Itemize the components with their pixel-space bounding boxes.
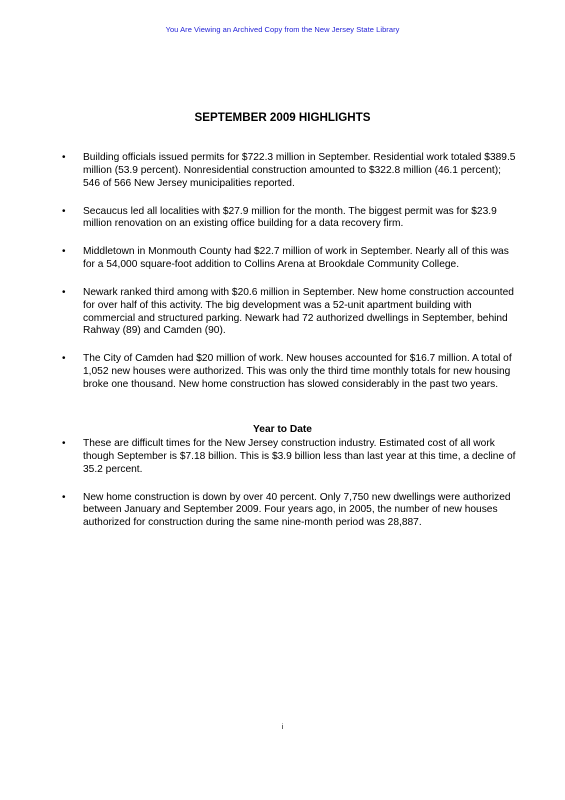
highlight-item — [62, 152, 517, 191]
bullet-icon: • — [62, 205, 66, 217]
highlight-text: Middletown in Monmouth County had $22.7 million of work in September. Nearly all of this was for a 54,000 square-foot addition to Collins Arena at Brookdale Community College. — [83, 246, 509, 271]
year-to-date-text: New home construction is down by over 40 percent. Only 7,750 new dwellings were authorized between January and September 2009. Four years ago, in 2005, the number of new houses authorized for construction during the same nine-month period was 28,887. — [83, 491, 511, 529]
highlight-text: Newark ranked third among with $20.6 million in September. New home construction accounted for over half of this activity. The big development was a 52-unit apartment building with commercial and structured parking. Newark had 72 authorized dwellings in September, behind Rahway (89) and Camden (90). — [83, 286, 514, 337]
highlight-item — [62, 287, 517, 338]
highlight-item — [62, 246, 517, 272]
year-to-date-item — [62, 438, 517, 477]
year-to-date-item — [62, 492, 517, 531]
bullet-icon: • — [62, 438, 66, 449]
highlight-text: Secaucus led all localities with $27.9 million for the month. The biggest permit was for $23.9 million renovation on an existing office building for a data recovery firm. — [83, 205, 497, 230]
bullet-icon: • — [62, 491, 66, 503]
bullet-icon: • — [62, 286, 66, 298]
page-number: i — [281, 724, 284, 731]
highlights-list — [62, 152, 517, 407]
year-to-date-list — [62, 438, 517, 545]
archive-notice-banner: You Are Viewing an Archived Copy from the New Jersey State Library — [165, 25, 400, 34]
bullet-icon: • — [62, 353, 66, 365]
highlight-text: Building officials issued permits for $722.3 million in September. Residential work totaled $389.5 million (53.9 percent). Nonresidential construction amounted to $322.8 million (46.1 percent); 546 of 566 New Jersey municipalities reported. — [83, 152, 516, 189]
highlight-item — [62, 353, 517, 392]
bullet-icon: • — [62, 246, 66, 258]
year-to-date-heading: Year to Date — [253, 424, 312, 435]
highlight-item — [62, 206, 517, 232]
year-to-date-text: These are difficult times for the New Jersey construction industry. Estimated cost of all work though September is $7.18 billion. This is $3.9 billion less than last year at this time, a decline of 35.2 percent. — [83, 438, 516, 475]
highlight-text: The City of Camden had $20 million of work. New houses accounted for $16.7 million. A total of 1,052 new houses were authorized. This was only the third time monthly totals for new housing broke one thousand. New home construction has slowed considerably in the past two years. — [83, 353, 512, 390]
bullet-icon: • — [62, 152, 66, 163]
page-title: SEPTEMBER 2009 HIGHLIGHTS — [194, 111, 371, 124]
